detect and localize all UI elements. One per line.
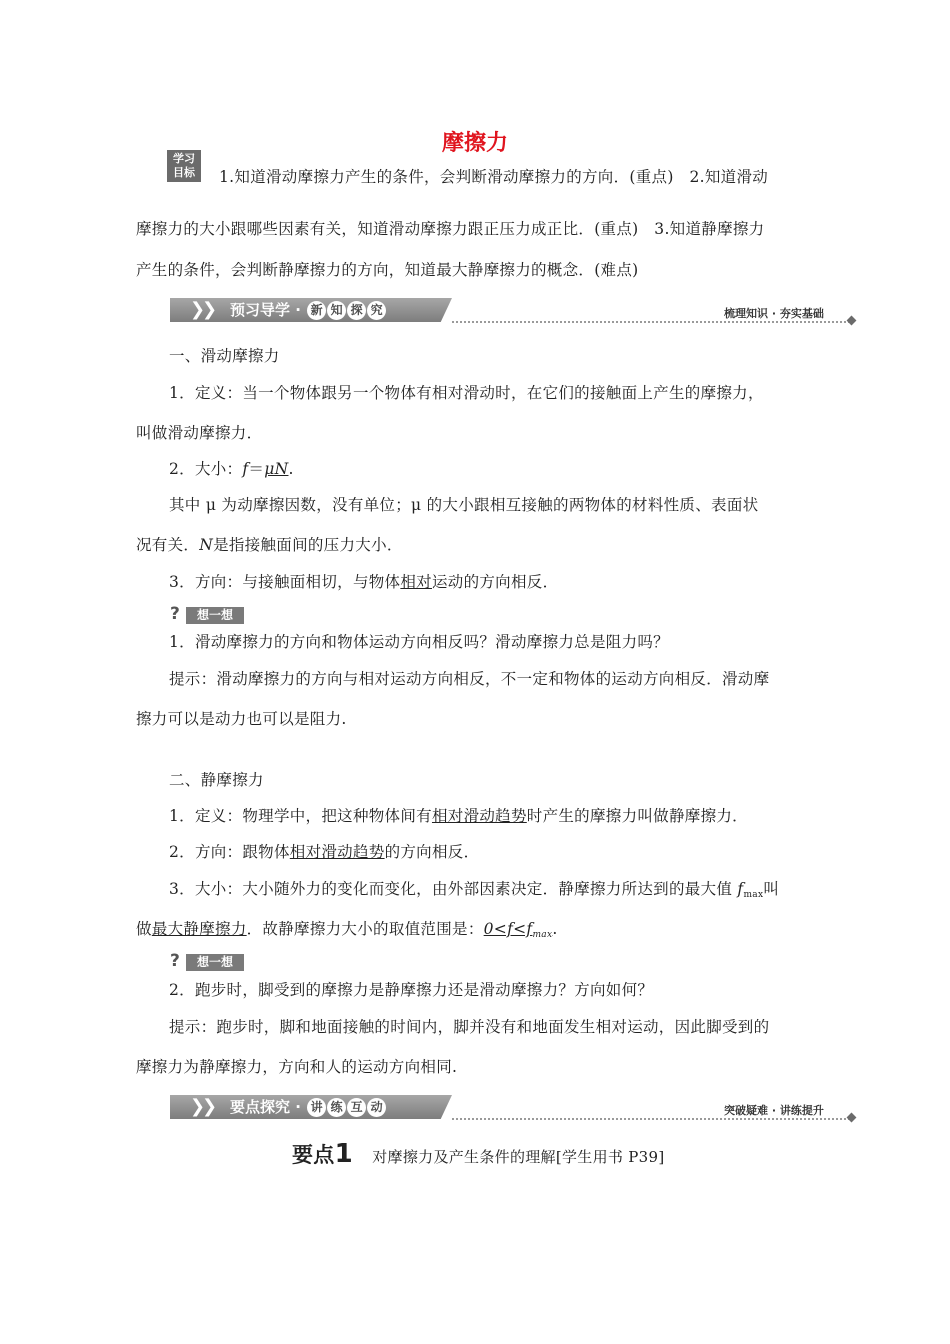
text: ．故静摩擦力大小的取值范围是： bbox=[246, 920, 484, 938]
question-icon: ? bbox=[170, 951, 180, 971]
keypoint-number: 1 bbox=[334, 1139, 354, 1169]
answer-line: 提示：滑动摩擦力的方向与相对运动方向相反，不一定和物体的运动方向相反．滑动摩 bbox=[169, 670, 770, 688]
body-line bbox=[136, 535, 403, 555]
chevron-right-icon: ❯ bbox=[202, 299, 218, 320]
question-icon: ? bbox=[170, 604, 180, 624]
section-heading: 二、静摩擦力 bbox=[169, 771, 264, 789]
text: 3．大小：大小随外力的变化而变化，由外部因素决定．静摩擦力所达到的最大值 bbox=[169, 880, 733, 898]
text: 运动的方向相反． bbox=[431, 573, 559, 591]
keypoint-text: 对摩擦力及产生条件的理解[学生用书 P39] bbox=[372, 1148, 665, 1166]
body-line bbox=[169, 842, 479, 862]
banner-circle-char: 新 bbox=[307, 301, 326, 320]
definition-line bbox=[169, 806, 748, 826]
banner-circle-char: 练 bbox=[327, 1098, 346, 1117]
banner-subtitle: 梳理知识 · 夯实基础 bbox=[724, 307, 824, 320]
formula: μN bbox=[264, 460, 289, 478]
banner-circle-char: 知 bbox=[327, 301, 346, 320]
text: 时产生的摩擦力叫做静摩擦力． bbox=[526, 807, 748, 825]
answer-line: 提示：跑步时，脚和地面接触的时间内，脚并没有和地面发生相对运动，因此脚受到的 bbox=[169, 1018, 770, 1036]
banner-circle-char: 究 bbox=[367, 301, 386, 320]
question-line: 2．跑步时，脚受到的摩擦力是静摩擦力还是滑动摩擦力？方向如何？ bbox=[169, 981, 654, 999]
goal-line-3: 产生的条件，会判断静摩擦力的方向，知道最大静摩擦力的概念．(难点) bbox=[136, 261, 639, 279]
answer-line: 擦力可以是动力也可以是阻力. bbox=[136, 710, 347, 728]
section-heading: 一、滑动摩擦力 bbox=[169, 347, 280, 365]
keypoint-heading bbox=[292, 1140, 665, 1171]
text: 1．定义：物理学中，把这种物体间有 bbox=[169, 807, 432, 825]
math-var: f bbox=[242, 460, 249, 478]
text: . bbox=[288, 460, 294, 478]
text: 的方向相反． bbox=[384, 843, 480, 861]
text: 2．方向：跟物体 bbox=[169, 843, 290, 861]
text: 是指接触面间的压力大小． bbox=[213, 536, 403, 554]
think-label-text: 想一想 bbox=[186, 607, 244, 624]
subscript: max bbox=[743, 890, 764, 900]
banner-circle-char: 探 bbox=[347, 301, 366, 320]
banner-divider bbox=[452, 1118, 850, 1120]
banner-circle-char: 动 bbox=[367, 1098, 386, 1117]
underlined-text: 相对 bbox=[400, 573, 432, 591]
math-var: f bbox=[737, 880, 744, 898]
chevron-right-icon: ❯ bbox=[190, 299, 206, 320]
text: 做 bbox=[136, 920, 152, 938]
formula: 0<f<f bbox=[483, 920, 533, 938]
text: . bbox=[552, 920, 558, 938]
underlined-text: 相对滑动趋势 bbox=[289, 843, 385, 861]
banner-circle-char: 讲 bbox=[307, 1098, 326, 1117]
banner-divider bbox=[452, 321, 850, 323]
goal-line-1: 1.知道滑动摩擦力产生的条件，会判断滑动摩擦力的方向．(重点) 2.知道滑动 bbox=[219, 168, 769, 186]
diamond-icon bbox=[847, 1113, 857, 1123]
range-formula bbox=[484, 920, 553, 938]
badge-line1: 学习 bbox=[173, 152, 195, 165]
definition-line: 叫做滑动摩擦力． bbox=[136, 424, 263, 442]
subscript: max bbox=[532, 930, 553, 940]
badge-line2: 目标 bbox=[173, 166, 195, 179]
banner-circle-char: 互 bbox=[347, 1098, 366, 1117]
body-line: 其中 μ 为动摩擦因数，没有单位；μ 的大小跟相互接触的两物体的材料性质、表面状 bbox=[169, 496, 759, 514]
page-title: 摩擦力 bbox=[441, 131, 508, 156]
goal-line-2: 摩擦力的大小跟哪些因素有关，知道滑动摩擦力跟正压力成正比．(重点) 3.知道静摩擦力 bbox=[136, 220, 765, 238]
learning-goal-badge bbox=[167, 150, 201, 182]
underlined-text: 相对滑动趋势 bbox=[431, 807, 527, 825]
banner-title bbox=[230, 301, 386, 320]
text: 况有关． bbox=[136, 536, 200, 554]
keypoint-banner bbox=[170, 1095, 452, 1119]
body-line bbox=[169, 879, 779, 905]
chevron-right-icon: ❯ bbox=[190, 1096, 206, 1117]
formula-line bbox=[169, 459, 294, 479]
chevron-right-icon: ❯ bbox=[202, 1096, 218, 1117]
text: ＝ bbox=[248, 460, 265, 478]
underlined-text: 最大静摩擦力 bbox=[151, 920, 247, 938]
math-var: N bbox=[199, 536, 214, 554]
text: 3．方向：与接触面相切，与物体 bbox=[169, 573, 401, 591]
text: 叫 bbox=[763, 880, 780, 898]
body-line bbox=[169, 572, 558, 592]
question-line: 1．滑动摩擦力的方向和物体运动方向相反吗？滑动摩擦力总是阻力吗？ bbox=[169, 633, 669, 651]
keypoint-label: 要点 bbox=[292, 1143, 335, 1167]
diamond-icon bbox=[847, 316, 857, 326]
think-label-text: 想一想 bbox=[186, 954, 244, 971]
banner-text: 要点探究 · bbox=[230, 1098, 301, 1116]
banner-subtitle: 突破疑难 · 讲练提升 bbox=[724, 1104, 824, 1117]
banner-text: 预习导学 · bbox=[230, 301, 301, 319]
text: 2．大小： bbox=[169, 460, 243, 478]
answer-line: 摩擦力为静摩擦力，方向和人的运动方向相同. bbox=[136, 1058, 458, 1076]
definition-line: 1．定义：当一个物体跟另一个物体有相对滑动时，在它们的接触面上产生的摩擦力， bbox=[169, 384, 764, 402]
preview-banner bbox=[170, 298, 452, 322]
banner-title bbox=[230, 1098, 386, 1117]
body-line bbox=[136, 919, 558, 945]
